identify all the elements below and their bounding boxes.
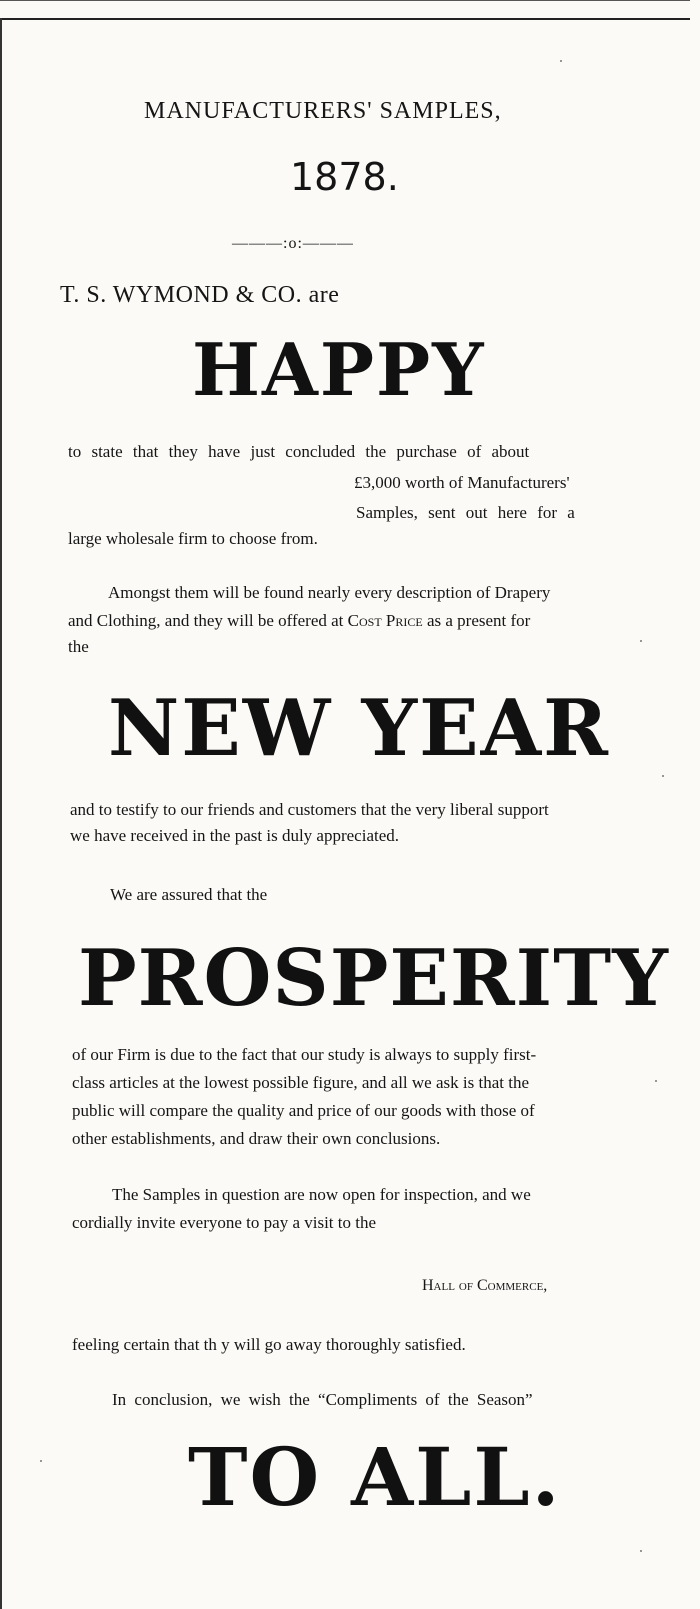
- para2-line1: Amongst them will be found nearly every description of Drapery: [108, 583, 551, 602]
- year: 1878.: [290, 155, 399, 199]
- para1-line2: £3,000 worth of Manufacturers': [354, 473, 570, 492]
- display-prosperity: PROSPERITY: [78, 933, 669, 1024]
- para5-line1: of our Firm is due to the fact that our study is always to supply first-: [72, 1045, 537, 1064]
- venue: Hall of Commerce,: [422, 1277, 548, 1294]
- para5-line4: other establishments, and draw their own conclusions.: [72, 1129, 441, 1148]
- para3-line1: and to testify to our friends and customers that the very liberal support: [70, 800, 549, 819]
- para9: In conclusion, we wish the “Compliments of the Season”: [112, 1390, 533, 1409]
- para2-line2: [68, 611, 530, 631]
- top-rule-thin: [0, 0, 690, 1]
- para5-line2: class articles at the lowest possible figure, and all we ask is that the: [72, 1073, 529, 1092]
- speck: [662, 775, 664, 777]
- para2-line2-before: and Clothing, and they will be offered at: [68, 611, 348, 630]
- para1-line3: Samples, sent out here for a: [356, 503, 575, 522]
- display-new-year: NEW YEAR: [108, 683, 610, 774]
- speck: [560, 60, 562, 62]
- speck: [640, 640, 642, 642]
- para1-line4: large wholesale firm to choose from.: [68, 529, 318, 548]
- para4: We are assured that the: [110, 885, 268, 904]
- para6-line2: cordially invite everyone to pay a visit to the: [72, 1213, 377, 1232]
- para8: feeling certain that th y will go away thoroughly satisfied.: [72, 1335, 466, 1354]
- divider: ———:o:———: [232, 235, 354, 252]
- para3-line2: we have received in the past is duly appreciated.: [70, 826, 400, 845]
- para6-line1: The Samples in question are now open for inspection, and we: [112, 1185, 531, 1204]
- speck: [40, 1460, 42, 1462]
- speck: [655, 1080, 657, 1082]
- para5-line3: public will compare the quality and price of our goods with those of: [72, 1101, 535, 1120]
- cost-price: Cost Price: [347, 611, 423, 630]
- para2-line2-after: as a present for: [422, 611, 531, 630]
- para1-line1: to state that they have just concluded the purchase of about: [68, 442, 530, 461]
- display-happy: HAPPY: [192, 327, 486, 412]
- top-rule: [0, 18, 690, 20]
- speck: [640, 1550, 642, 1552]
- firm-line: T. S. WYMOND & CO. are: [60, 282, 340, 308]
- heading: MANUFACTURERS' SAMPLES,: [144, 98, 502, 124]
- display-to-all: TO ALL.: [188, 1430, 562, 1524]
- left-border: [0, 18, 2, 1609]
- para2-line3: the: [68, 637, 89, 656]
